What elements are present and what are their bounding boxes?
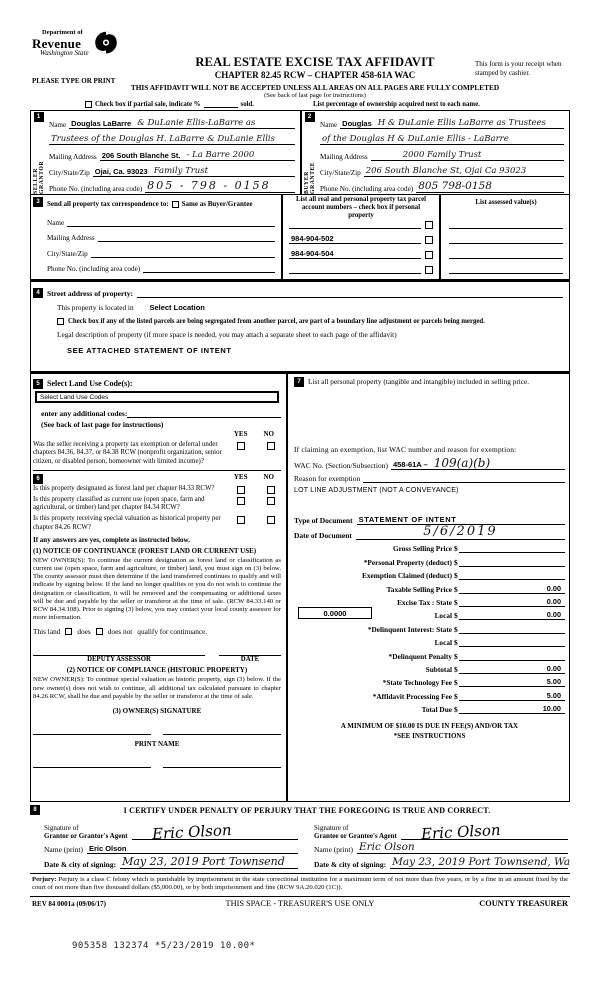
main-columns bbox=[30, 372, 570, 802]
receipt-note: This form is your receipt when stamped by cashier. bbox=[475, 60, 562, 77]
parcel-field-4[interactable] bbox=[289, 273, 421, 274]
section2-number: 2 bbox=[305, 112, 315, 122]
seller-name-field[interactable]: Douglas LaBarre & DuLanie Ellis-LaBarre as bbox=[69, 118, 295, 129]
seller-city-field[interactable]: Ojai, Ca. 93023 Family Trust bbox=[93, 166, 295, 177]
partial-sale-sold-label: sold. bbox=[240, 101, 254, 108]
parties-block bbox=[30, 110, 570, 194]
minimum-note-2: *SEE INSTRUCTIONS bbox=[393, 731, 466, 740]
grantor-print-field[interactable]: Eric Olson bbox=[87, 844, 298, 854]
does-not-label: does not bbox=[107, 627, 133, 637]
seller-name-label: Name bbox=[49, 121, 67, 129]
grantee-sig-label-2: Grantee or Grantee's Agent bbox=[314, 831, 397, 840]
buyer-city-label: City/State/Zip bbox=[320, 169, 361, 177]
see-back-note-2: (See back of last page for instructions) bbox=[41, 420, 164, 429]
historical-question: Is this property receiving special valuation as historical property per chapter 84.26 RCW? bbox=[33, 515, 221, 531]
street-address-label: Street address of property: bbox=[47, 289, 134, 298]
notice1-title: (1) NOTICE OF CONTINUANCE (FOREST LAND OR CURRENT USE) bbox=[33, 546, 257, 555]
owner-signature-line-1[interactable] bbox=[33, 727, 151, 735]
rev-number: REV 84 0001a (09/06/17) bbox=[32, 899, 106, 908]
deputy-assessor-signature-line[interactable] bbox=[33, 648, 205, 656]
doc-type-field[interactable]: STATEMENT OF INTENT bbox=[357, 515, 565, 525]
yes-header-2: YES bbox=[233, 472, 248, 481]
does-label: does bbox=[77, 627, 91, 637]
warning-note: THIS AFFIDAVIT WILL NOT BE ACCEPTED UNLESS ALL AREAS ON ALL PAGES ARE FULLY COMPLETED bbox=[130, 83, 500, 92]
excise-tax-state-label: Excise Tax : State bbox=[397, 597, 452, 607]
grantor-signature-field[interactable] bbox=[132, 820, 298, 844]
cashier-stamp: 905358 132374 *5/23/2019 10.00* bbox=[72, 940, 256, 951]
grantee-date-label: Date & city of signing: bbox=[314, 860, 387, 869]
location-select[interactable]: Select Location bbox=[149, 303, 205, 312]
exemption-no-checkbox[interactable] bbox=[267, 442, 275, 450]
taxable-selling-price-label: Taxable Selling Price bbox=[386, 584, 452, 594]
personal-property-blank-area[interactable] bbox=[294, 387, 565, 443]
owner-signature-line-2[interactable] bbox=[163, 727, 281, 735]
partial-sale-checkbox[interactable] bbox=[85, 101, 92, 108]
parcel-field-3[interactable]: 984-904-504 bbox=[289, 249, 421, 259]
personal-property-label: List all personal property (tangible and intangible) included in selling price. bbox=[308, 377, 530, 386]
section-divider bbox=[33, 470, 281, 471]
seller-phone-field[interactable]: 805 - 798 - 0158 bbox=[145, 179, 295, 193]
delinquent-interest-state-label: *Delinquent Interest: State bbox=[367, 624, 452, 634]
same-as-buyer-checkbox[interactable] bbox=[172, 201, 179, 208]
corr-address-field[interactable] bbox=[98, 241, 275, 242]
affidavit-processing-fee-label: *Affidavit Processing Fee bbox=[372, 691, 452, 701]
dor-logo bbox=[32, 30, 121, 58]
if-yes-note: If any answers are yes, complete as instructed below. bbox=[33, 535, 190, 544]
buyer-side-label: BUYER bbox=[303, 171, 310, 194]
legal-description-value: SEE ATTACHED STATEMENT OF INTENT bbox=[67, 346, 232, 355]
exemption-claimed-label: Exemption Claimed (deduct) bbox=[362, 571, 452, 581]
grantee-signature: Eric Olson bbox=[420, 820, 501, 844]
doc-date-field[interactable]: 5/6/2019 bbox=[356, 524, 565, 540]
section8-number: 8 bbox=[30, 805, 40, 815]
historical-no-checkbox[interactable] bbox=[267, 516, 275, 524]
parcel-field-2[interactable]: 984-904-502 bbox=[289, 234, 421, 244]
buyer-name-label: Name bbox=[320, 121, 338, 129]
owners-signature-title: (3) OWNER(S) SIGNATURE bbox=[112, 706, 202, 715]
yes-header-1: YES bbox=[233, 430, 248, 438]
parcel-personal-checkbox-2[interactable] bbox=[425, 236, 433, 244]
corr-address-label: Mailing Address bbox=[47, 234, 95, 242]
grantor-date-label: Date & city of signing: bbox=[44, 860, 117, 869]
street-address-field[interactable] bbox=[137, 297, 563, 298]
grantee-print-field[interactable]: Eric Olson bbox=[357, 841, 568, 854]
perjury-note bbox=[30, 873, 570, 897]
additional-codes-field[interactable] bbox=[127, 409, 281, 418]
section5-number: 5 bbox=[33, 379, 43, 389]
please-type-note: PLEASE TYPE OR PRINT bbox=[32, 77, 116, 85]
parcel-numbers-box bbox=[281, 195, 439, 279]
form-header bbox=[30, 30, 570, 110]
assessed-field-2[interactable] bbox=[449, 234, 563, 244]
forest-land-question: Is this property designated as forest land per chapter 84.33 RCW? bbox=[33, 484, 215, 492]
county-treasurer-label: COUNTY TREASURER bbox=[479, 899, 568, 909]
grantor-sig-label-1: Signature of bbox=[44, 823, 79, 832]
state-technology-fee-label: *State Technology Fee bbox=[382, 678, 452, 688]
corr-phone-label: Phone No. (including area code) bbox=[47, 265, 141, 273]
assessed-field-1[interactable] bbox=[449, 219, 563, 229]
partial-sale-label: Check box if partial sale, indicate % bbox=[95, 101, 201, 108]
parcel-personal-checkbox-1[interactable] bbox=[425, 221, 433, 229]
assessed-header: List assessed value(s) bbox=[475, 199, 537, 206]
minimum-note-1: A MINIMUM OF $10.00 IS DUE IN FEE(S) AND/OR TAX bbox=[340, 722, 519, 731]
buyer-address-label: Mailing Address bbox=[320, 153, 368, 161]
exemption-intro: If claiming an exemption, list WAC number and reason for exemption: bbox=[294, 445, 517, 454]
logo-revenue: Revenue bbox=[32, 35, 82, 51]
current-use-question: Is this property classified as current use (open space, farm and agricultural, or timber) land per chapter 84.34 RCW? bbox=[33, 495, 205, 512]
current-use-yes-checkbox[interactable] bbox=[237, 497, 245, 505]
section3-number: 3 bbox=[33, 197, 43, 207]
section4-block bbox=[30, 280, 570, 372]
total-due-field: 10.00 bbox=[459, 704, 565, 714]
notice2-title: (2) NOTICE OF COMPLIANCE (HISTORIC PROPERTY) bbox=[66, 666, 248, 675]
reason-value: LOT LINE ADJUSTMENT (NOT A CONVEYANCE) bbox=[294, 487, 459, 494]
grantee-side-label: GRANTEE bbox=[309, 161, 316, 194]
buyer-city-field[interactable]: 206 South Blanche St, Ojai Ca 93023 bbox=[364, 166, 564, 177]
gross-selling-price-label: Gross Selling Price bbox=[392, 544, 452, 554]
buyer-phone-field[interactable]: 805 798-0158 bbox=[416, 180, 564, 193]
corr-name-label: Name bbox=[47, 218, 65, 227]
section6-number: 6 bbox=[33, 474, 43, 484]
print-name-title: PRINT NAME bbox=[134, 739, 180, 748]
doc-type-label: Type of Document bbox=[294, 516, 353, 525]
legal-description-label: Legal description of property (if more space is needed, you may attach a separate sheet to each page of the affidavit) bbox=[57, 330, 397, 339]
date-label: DATE bbox=[240, 656, 260, 664]
grantor-signature: Eric Olson bbox=[151, 820, 232, 844]
tax-correspondence-box bbox=[31, 195, 281, 279]
seller-side-label: SELLER bbox=[32, 168, 39, 194]
seller-name-overflow-field: Trustees of the Douglas H. LaBarre & DuLanie Ellis bbox=[49, 134, 295, 145]
land-use-title: Select Land Use Code(s): bbox=[47, 379, 133, 388]
page-title: REAL ESTATE EXCISE TAX AFFIDAVIT bbox=[195, 55, 435, 69]
see-back-note: (See back of last page for instructions) bbox=[264, 92, 366, 99]
seller-phone-label: Phone No. (including area code) bbox=[49, 185, 143, 193]
grantee-date-field[interactable]: May 23, 2019 Port Townsend, Wa bbox=[392, 856, 571, 868]
section7-number: 7 bbox=[294, 377, 304, 387]
perjury-label: Perjury: bbox=[32, 876, 57, 883]
grantor-print-label: Name (print) bbox=[44, 845, 83, 854]
personal-property-deduct-label: *Personal Property (deduct) bbox=[363, 557, 452, 567]
seller-section bbox=[31, 111, 300, 194]
section1-number: 1 bbox=[34, 112, 44, 122]
land-does-checkbox[interactable] bbox=[65, 628, 72, 635]
assessed-values-box bbox=[439, 195, 571, 279]
grantee-sig-label-1: Signature of bbox=[314, 823, 349, 832]
segregated-checkbox[interactable] bbox=[57, 318, 64, 325]
corr-city-label: City/State/Zip bbox=[47, 249, 88, 258]
doc-date-label: Date of Document bbox=[294, 531, 352, 540]
exemption-yes-checkbox[interactable] bbox=[237, 442, 245, 450]
buyer-name-overflow-field: of the Douglas H & DuLanie Ellis - LaBarre bbox=[320, 134, 564, 145]
deputy-date-line[interactable] bbox=[219, 648, 281, 656]
buyer-section bbox=[300, 111, 569, 194]
buyer-phone-label: Phone No. (including area code) bbox=[320, 185, 414, 193]
located-in-label: This property is located in bbox=[57, 303, 134, 312]
corr-name-field[interactable] bbox=[67, 226, 275, 227]
parcel-field-1[interactable] bbox=[289, 228, 421, 229]
dor-swirl-icon bbox=[91, 30, 121, 57]
ownership-note: List percentage of ownership acquired next to each name. bbox=[312, 101, 480, 108]
grantor-sig-label-2: Grantor or Grantor's Agent bbox=[44, 831, 128, 840]
grantor-side-label: GRANTOR bbox=[38, 160, 45, 194]
seller-address-label: Mailing Address bbox=[49, 153, 97, 161]
footer-row bbox=[30, 897, 570, 911]
additional-codes-label: enter any additional codes: bbox=[41, 409, 128, 418]
no-header-1: NO bbox=[263, 430, 274, 438]
exemption-question: Was the seller receiving a property tax exemption or deferral under chapters 84.36, 84.37, or 84.38 RCW (nonprofit organization, senior citizen, or disabled person, homeowner with limited income)? bbox=[33, 441, 222, 465]
excise-tax-local-field: 0.00 bbox=[459, 610, 565, 620]
parcel-personal-checkbox-4[interactable] bbox=[425, 266, 433, 274]
notice2-body: NEW OWNER(S): To continue special valuation as historic property, sign (3) below. If the new owner(s) does not wish to continue, all additional tax calculated pursuant to chapter 84.26 RCW, shall be due and payable by the seller or transferor at the time of sale. bbox=[33, 676, 281, 700]
delinquent-interest-local-label: Local bbox=[434, 638, 452, 648]
total-due-label: Total Due bbox=[421, 705, 452, 715]
state-technology-fee-field: 5.00 bbox=[459, 677, 565, 687]
historical-yes-checkbox[interactable] bbox=[237, 516, 245, 524]
corr-phone-field[interactable] bbox=[143, 272, 275, 273]
forest-no-checkbox[interactable] bbox=[267, 486, 275, 494]
seller-city-label: City/State/Zip bbox=[49, 169, 90, 177]
excise-tax-state-field: 0.00 bbox=[459, 597, 565, 607]
assessed-field-3[interactable] bbox=[449, 249, 563, 259]
wac-field[interactable]: 458-61A – 109(a)(b) bbox=[391, 456, 565, 470]
logo-dept-of: Department of bbox=[42, 29, 83, 36]
no-header-2: NO bbox=[263, 472, 274, 481]
assessed-field-4[interactable] bbox=[449, 264, 563, 274]
subtotal-field: 0.00 bbox=[459, 664, 565, 674]
owner-print-line-2[interactable] bbox=[163, 760, 281, 768]
segregated-label: Check box if any of the listed parcels are being segregated from another parcel, are part of a boundary line adjustment or parcels being merged. bbox=[68, 318, 485, 325]
taxable-selling-price-field: 0.00 bbox=[459, 584, 565, 594]
reason-field[interactable] bbox=[363, 482, 565, 483]
grantor-date-field[interactable]: May 23, 2019 Port Townsend bbox=[120, 855, 298, 869]
section4-number: 4 bbox=[33, 288, 43, 298]
buyer-address-field[interactable]: 2000 Family Trust bbox=[371, 150, 564, 161]
page-subtitle: CHAPTER 82.45 RCW – CHAPTER 458-61A WAC bbox=[214, 70, 416, 80]
corr-city-field[interactable] bbox=[91, 257, 275, 258]
seller-address-field[interactable]: 206 South Blanche St. - La Barre 2000 bbox=[100, 150, 295, 161]
land-does-not-checkbox[interactable] bbox=[96, 628, 103, 635]
subtotal-label: Subtotal bbox=[425, 664, 452, 674]
affidavit-processing-fee-field: 5.00 bbox=[459, 691, 565, 701]
perjury-body: Perjury is a class C felony which is punishable by imprisonment in the state correctional institution for a maximum term of not more than five years, or by a fine in an amount fixed by the court of not more than five thousand dollars ($5,000.00), or by both imprisonment and fine (RCW 9A.20.020 (1C)). bbox=[32, 876, 568, 892]
logo-wa-state: Washington State bbox=[40, 49, 89, 58]
current-use-no-checkbox[interactable] bbox=[267, 497, 275, 505]
this-land-label: This land bbox=[33, 627, 61, 637]
left-column bbox=[31, 374, 288, 801]
grantee-print-label: Name (print) bbox=[314, 845, 353, 854]
local-rate-field[interactable]: 0.0000 bbox=[298, 607, 372, 619]
delinquent-penalty-label: *Delinquent Penalty bbox=[388, 651, 452, 661]
section8-block bbox=[30, 802, 570, 869]
section3-block bbox=[30, 194, 570, 280]
send-correspondence-label: Send all property tax correspondence to: bbox=[47, 200, 169, 208]
reason-label: Reason for exemption bbox=[294, 474, 361, 483]
right-column: 7 List all personal property (tangible and intangible) included in selling price. If claiming an exemption, list WAC number and reason for exemption: WAC No. (Section/Subsection) 458-61A – 109(a)(b) Reason for exemption LOT LINE ADJUSTMENT (NOT A CONVEYANCE) Type of Document STATEMENT OF INTENT Date of Document 5/6/2019 Gross Selling Price $ *Personal Property (deduct) $ Exemption Claimed (deduct) $ Taxable Selling Price $ 0.00 Excise Tax : State $ 0.00 0.0000 Local $ 0.00 *Delinquent Interest: State $ Local $ *Delinquent Penalty $ Subtotal $ 0.00 *State Technology Fee $ 5.00 *Affidavit Processing Fee $ 5.00 Total Due $ 10.00 A MINIMUM OF $10.00 IS DUE IN FEE(S) AND/OR TAX *SEE INSTRUCTIONS bbox=[288, 374, 571, 801]
partial-sale-percent-input[interactable] bbox=[204, 100, 238, 108]
grantee-signature-field[interactable] bbox=[401, 820, 568, 844]
wac-label: WAC No. (Section/Subsection) bbox=[294, 461, 388, 470]
notice1-body: NEW OWNER(S): To continue the current designation as forest land or classification as current use (open space, farm and agriculture, or timber) land, you must sign on (3) below. The county assessor must then determine if the land transferred continues to qualify and will indicate by signing below. If the land no longer qualifies or you do not wish to continue the designation or classification, it will be removed and the compensating or additional taxes will be due and payable by the seller or transferor at the time of sale. (RCW 84.33.140 or RCW 84.34.108). Prior to signing (3) below, you may contact your local county assessor for more information. bbox=[33, 556, 281, 622]
excise-tax-local-label: Local bbox=[434, 611, 452, 621]
buyer-name-field[interactable]: Douglas H & DuLanie Ellis LaBarre as Trustees bbox=[340, 118, 564, 129]
parcel-header: List all real and personal property tax parcel account numbers – check box if personal property bbox=[295, 196, 427, 219]
land-use-select[interactable]: Select Land Use Codes bbox=[35, 391, 279, 403]
forest-yes-checkbox[interactable] bbox=[237, 486, 245, 494]
qualify-label: qualify for continuance. bbox=[137, 627, 208, 637]
parcel-personal-checkbox-3[interactable] bbox=[425, 251, 433, 259]
owner-print-line-1[interactable] bbox=[33, 760, 151, 768]
deputy-assessor-label: DEPUTY ASSESSOR bbox=[87, 656, 151, 664]
certify-statement: I CERTIFY UNDER PENALTY OF PERJURY THAT THE FOREGOING IS TRUE AND CORRECT. bbox=[123, 805, 491, 815]
treasurer-space-label: THIS SPACE - TREASURER'S USE ONLY bbox=[225, 899, 375, 909]
same-as-buyer-label: Same as Buyer/Grantee bbox=[181, 200, 253, 208]
